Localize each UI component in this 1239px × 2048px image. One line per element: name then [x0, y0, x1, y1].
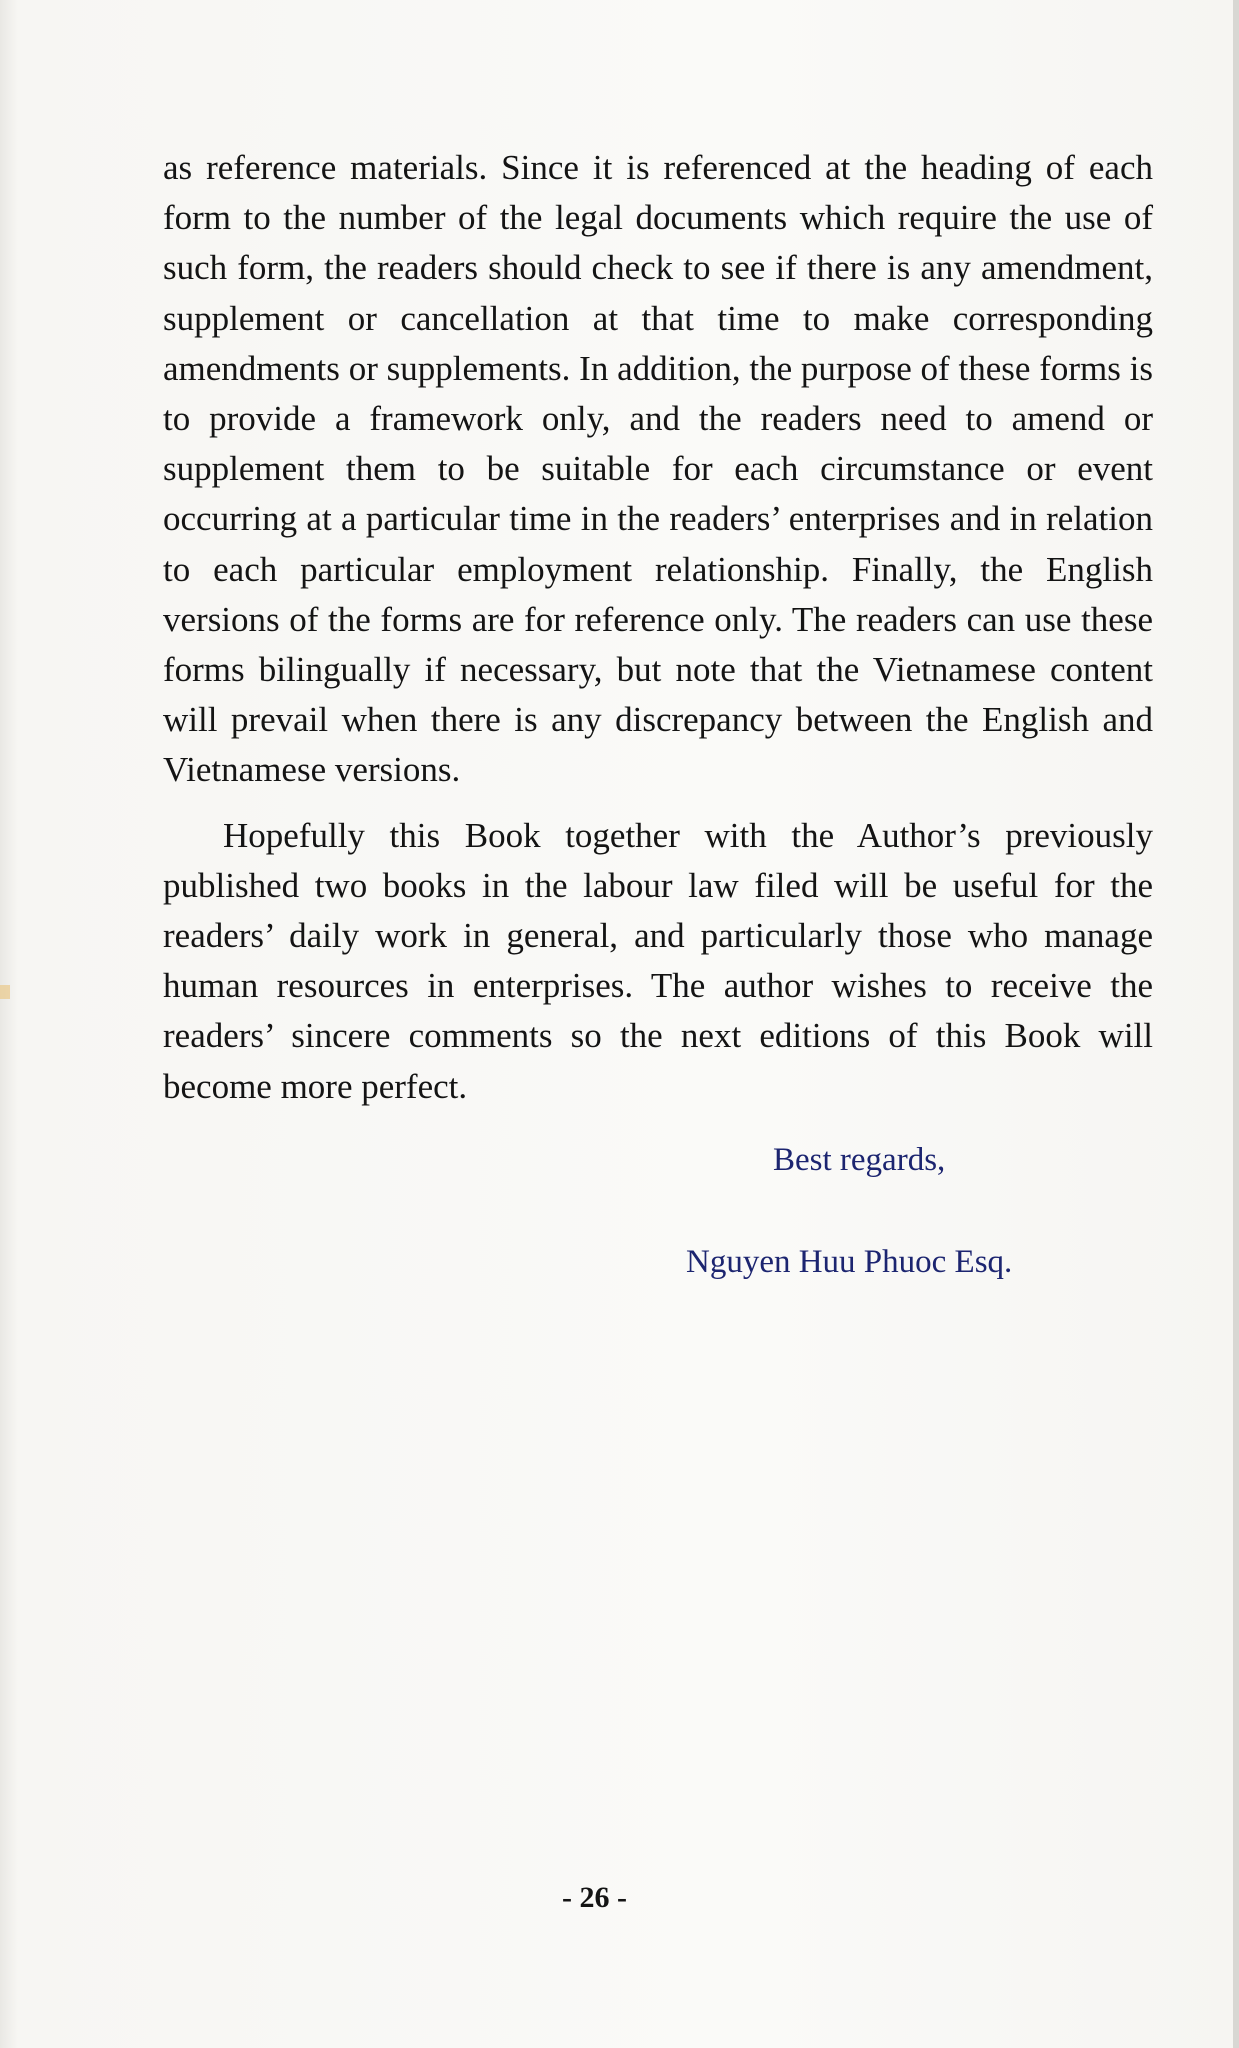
page-body	[163, 143, 1153, 1112]
page-edge	[1233, 0, 1239, 2048]
page-number: - 26 -	[562, 1881, 627, 1914]
author-signature-name: Nguyen Huu Phuoc Esq.	[686, 1244, 1013, 1280]
body-paragraph-1: as reference materials. Since it is referenced at the heading of each form to the number of the legal documents which require the use of such form, the readers should check to see if there is any amendment, supplement or cancellation at that time to make corresponding amendments or supplements. In addition, the purpose of these forms is to provide a framework only, and the readers need to amend or supplement them to be suitable for each circumstance or event occurring at a particular time in the readers’ enterprises and in relation to each particular employment relationship. Finally, the English versions of the forms are for reference only. The readers can use these forms bilingually if necessary, but note that the Vietnamese content will prevail when there is any discrepancy between the English and Vietnamese versions.	[163, 148, 1153, 790]
margin-mark	[0, 985, 10, 999]
body-paragraph-2: Hopefully this Book together with the Author’s previously published two books in the labour law filed will be useful for the readers’ daily work in general, and particularly those who manage human resources in enterprises. The author wishes to receive the readers’ sincere comments so the next editions of this Book will become more perfect.	[163, 815, 1153, 1106]
closing-regards: Best regards,	[773, 1142, 946, 1178]
